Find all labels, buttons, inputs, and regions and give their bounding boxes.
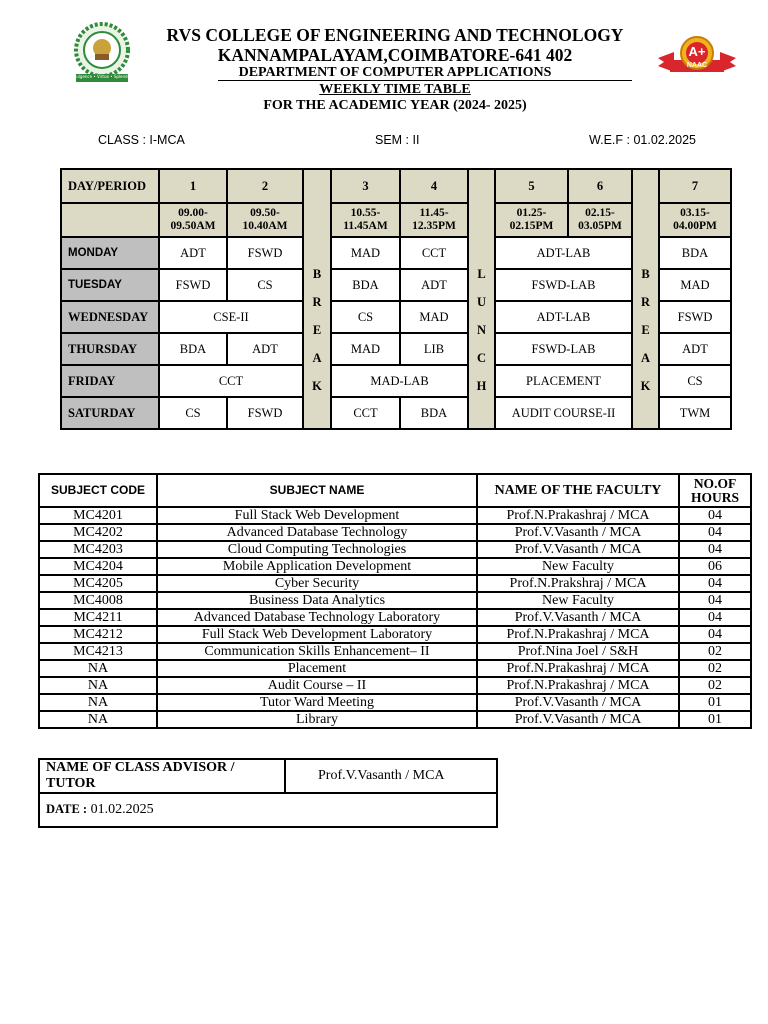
subject-row [39,711,751,728]
time-row [61,203,731,237]
college-location: KANNAMPALAYAM,COIMBATORE-641 402 [217,45,573,65]
wef-date: W.E.F : 01.02.2025 [589,133,697,147]
slot: ADT-LAB [495,237,632,269]
advisor-row [39,759,497,793]
subject-code: MC4008 [39,592,157,609]
slot: ADT [659,333,731,365]
header-hours: NO.OF HOURS [679,474,751,507]
subject-name: Business Data Analytics [157,592,477,609]
break-letter: A [312,351,322,365]
subject-code: MC4204 [39,558,157,575]
slot: MAD [331,237,400,269]
date-value: 01.02.2025 [90,802,154,817]
subject-name: Audit Course – II [157,677,477,694]
subject-name: Placement [157,660,477,677]
slot: ADT [400,269,468,301]
subjects-header-row [39,474,751,507]
faculty-name: Prof.N.Prakashraj / MCA [477,660,679,677]
subject-row [39,694,751,711]
hours-count: 04 [679,507,751,524]
faculty-name: Prof.N.Prakashraj / MCA [477,677,679,694]
subject-row [39,541,751,558]
corner-cell: DAY/PERIOD [61,169,159,203]
subject-code: MC4211 [39,609,157,626]
slot: CCT [331,397,400,429]
day-row-tuesday [61,269,731,301]
day-row-monday [61,237,731,269]
subject-code: MC4203 [39,541,157,558]
subject-code: MC4205 [39,575,157,592]
slot: BDA [659,237,731,269]
naac-grade: A+ [688,44,706,59]
slot: FSWD [659,301,731,333]
slot: MAD [659,269,731,301]
slot: CS [659,365,731,397]
header-faculty: NAME OF THE FACULTY [477,474,679,507]
subject-row [39,643,751,660]
slot: ADT [159,237,227,269]
slot: CS [331,301,400,333]
subject-row [39,507,751,524]
break-letter: R [312,295,322,309]
subject-name: Tutor Ward Meeting [157,694,477,711]
hours-count: 04 [679,541,751,558]
subject-row [39,575,751,592]
subject-row [39,626,751,643]
class-label: CLASS : I-MCA [98,133,185,147]
break-column [303,169,331,429]
period-3: 3 [331,169,400,203]
faculty-name: Prof.V.Vasanth / MCA [477,609,679,626]
day-label: WEDNESDAY [61,301,159,333]
slot: MAD-LAB [331,365,468,397]
subject-name: Full Stack Web Development Laboratory [157,626,477,643]
hours-count: 02 [679,660,751,677]
time-slot: 11.45- 12.35PM [400,203,468,237]
hours-count: 04 [679,524,751,541]
faculty-name: Prof.N.Prakashraj / MCA [477,507,679,524]
period-5: 5 [495,169,568,203]
period-1: 1 [159,169,227,203]
slot: TWM [659,397,731,429]
hours-count: 04 [679,626,751,643]
subject-name: Mobile Application Development [157,558,477,575]
time-slot: 09.00- 09.50AM [159,203,227,237]
naac-label: NAAC [686,62,708,69]
lunch-letter: C [476,351,487,365]
slot: CS [159,397,227,429]
faculty-name: Prof.N.Prakshraj / MCA [477,575,679,592]
header-subject-name: SUBJECT NAME [157,474,477,507]
subject-name: Library [157,711,477,728]
subject-code: NA [39,711,157,728]
subject-code: MC4213 [39,643,157,660]
faculty-name: Prof.V.Vasanth / MCA [477,524,679,541]
faculty-name: Prof.Nina Joel / S&H [477,643,679,660]
subject-name: Full Stack Web Development [157,507,477,524]
college-logo-caption: Indulgence • Virtue • Splendour [70,74,134,79]
department-name: DEPARTMENT OF COMPUTER APPLICATIONS [238,65,552,80]
college-name: RVS COLLEGE OF ENGINEERING AND TECHNOLOGY [166,25,624,45]
day-label: MONDAY [61,237,159,269]
break-letter: E [312,323,322,337]
slot: CS [227,269,303,301]
lunch-letter: N [476,323,487,337]
slot: FSWD-LAB [495,333,632,365]
slot: MAD [331,333,400,365]
hours-count: 04 [679,609,751,626]
period-6: 6 [568,169,632,203]
hours-count: 02 [679,643,751,660]
advisor-name: Prof.V.Vasanth / MCA [285,759,497,793]
subject-code: NA [39,660,157,677]
subject-name: Communication Skills Enhancement– II [157,643,477,660]
slot: FSWD-LAB [495,269,632,301]
period-2: 2 [227,169,303,203]
time-slot: 03.15- 04.00PM [659,203,731,237]
hours-count: 06 [679,558,751,575]
header-subject-code: SUBJECT CODE [39,474,157,507]
day-row-friday [61,365,731,397]
hours-count: 01 [679,694,751,711]
period-4: 4 [400,169,468,203]
slot: CCT [400,237,468,269]
subject-code: NA [39,694,157,711]
lunch-letter: H [476,379,487,393]
advisor-box [38,758,498,828]
slot: LIB [400,333,468,365]
subject-name: Advanced Database Technology Laboratory [157,609,477,626]
document-title: WEEKLY TIME TABLE [319,82,471,97]
academic-year: FOR THE ACADEMIC YEAR (2024- 2025) [263,98,527,113]
faculty-name: Prof.V.Vasanth / MCA [477,694,679,711]
time-slot: 10.55- 11.45AM [331,203,400,237]
subject-code: MC4212 [39,626,157,643]
faculty-name: New Faculty [477,558,679,575]
slot: CSE-II [159,301,303,333]
subject-row [39,592,751,609]
hours-count: 04 [679,592,751,609]
slot: BDA [331,269,400,301]
semester-label: SEM : II [375,133,420,147]
faculty-name: Prof.N.Prakashraj / MCA [477,626,679,643]
break-letter: B [312,267,322,281]
day-row-saturday [61,397,731,429]
lunch-letter: L [477,267,486,281]
subjects-table [38,473,752,729]
subject-row [39,660,751,677]
slot: BDA [159,333,227,365]
slot: BDA [400,397,468,429]
time-slot: 09.50- 10.40AM [227,203,303,237]
time-corner [61,203,159,237]
date-cell [39,793,497,827]
day-label: FRIDAY [61,365,159,397]
break-letter: K [312,379,322,393]
date-row [39,793,497,827]
day-label: SATURDAY [61,397,159,429]
day-label: TUESDAY [61,269,159,301]
break2-column [632,169,659,429]
slot: ADT [227,333,303,365]
slot: PLACEMENT [495,365,632,397]
slot: AUDIT COURSE-II [495,397,632,429]
slot: ADT-LAB [495,301,632,333]
lunch-column [468,169,495,429]
hours-count: 04 [679,575,751,592]
slot: CCT [159,365,303,397]
time-slot: 01.25- 02.15PM [495,203,568,237]
advisor-label: NAME OF CLASS ADVISOR / TUTOR [39,759,285,793]
break-letter: E [641,323,650,337]
slot: FSWD [159,269,227,301]
subject-name: Advanced Database Technology [157,524,477,541]
slot: FSWD [227,397,303,429]
period-header-row [61,169,731,203]
subject-row [39,609,751,626]
subject-code: MC4201 [39,507,157,524]
faculty-name: Prof.V.Vasanth / MCA [477,541,679,558]
time-slot: 02.15- 03.05PM [568,203,632,237]
subject-code: MC4202 [39,524,157,541]
subject-code: NA [39,677,157,694]
slot: FSWD [227,237,303,269]
faculty-name: New Faculty [477,592,679,609]
break-letter: K [640,379,651,393]
subject-row [39,677,751,694]
faculty-name: Prof.V.Vasanth / MCA [477,711,679,728]
break-letter: A [640,351,651,365]
subject-name: Cloud Computing Technologies [157,541,477,558]
period-7: 7 [659,169,731,203]
subject-name: Cyber Security [157,575,477,592]
slot: MAD [400,301,468,333]
day-row-thursday [61,333,731,365]
break-letter: R [640,295,651,309]
subject-row [39,558,751,575]
hours-count: 01 [679,711,751,728]
subject-row [39,524,751,541]
break-letter: B [641,267,650,281]
timetable [60,168,732,430]
lunch-letter: U [476,295,487,309]
hours-count: 02 [679,677,751,694]
date-label: DATE : [46,802,88,816]
day-label: THURSDAY [61,333,159,365]
day-row-wednesday [61,301,731,333]
department-underline [218,80,632,81]
